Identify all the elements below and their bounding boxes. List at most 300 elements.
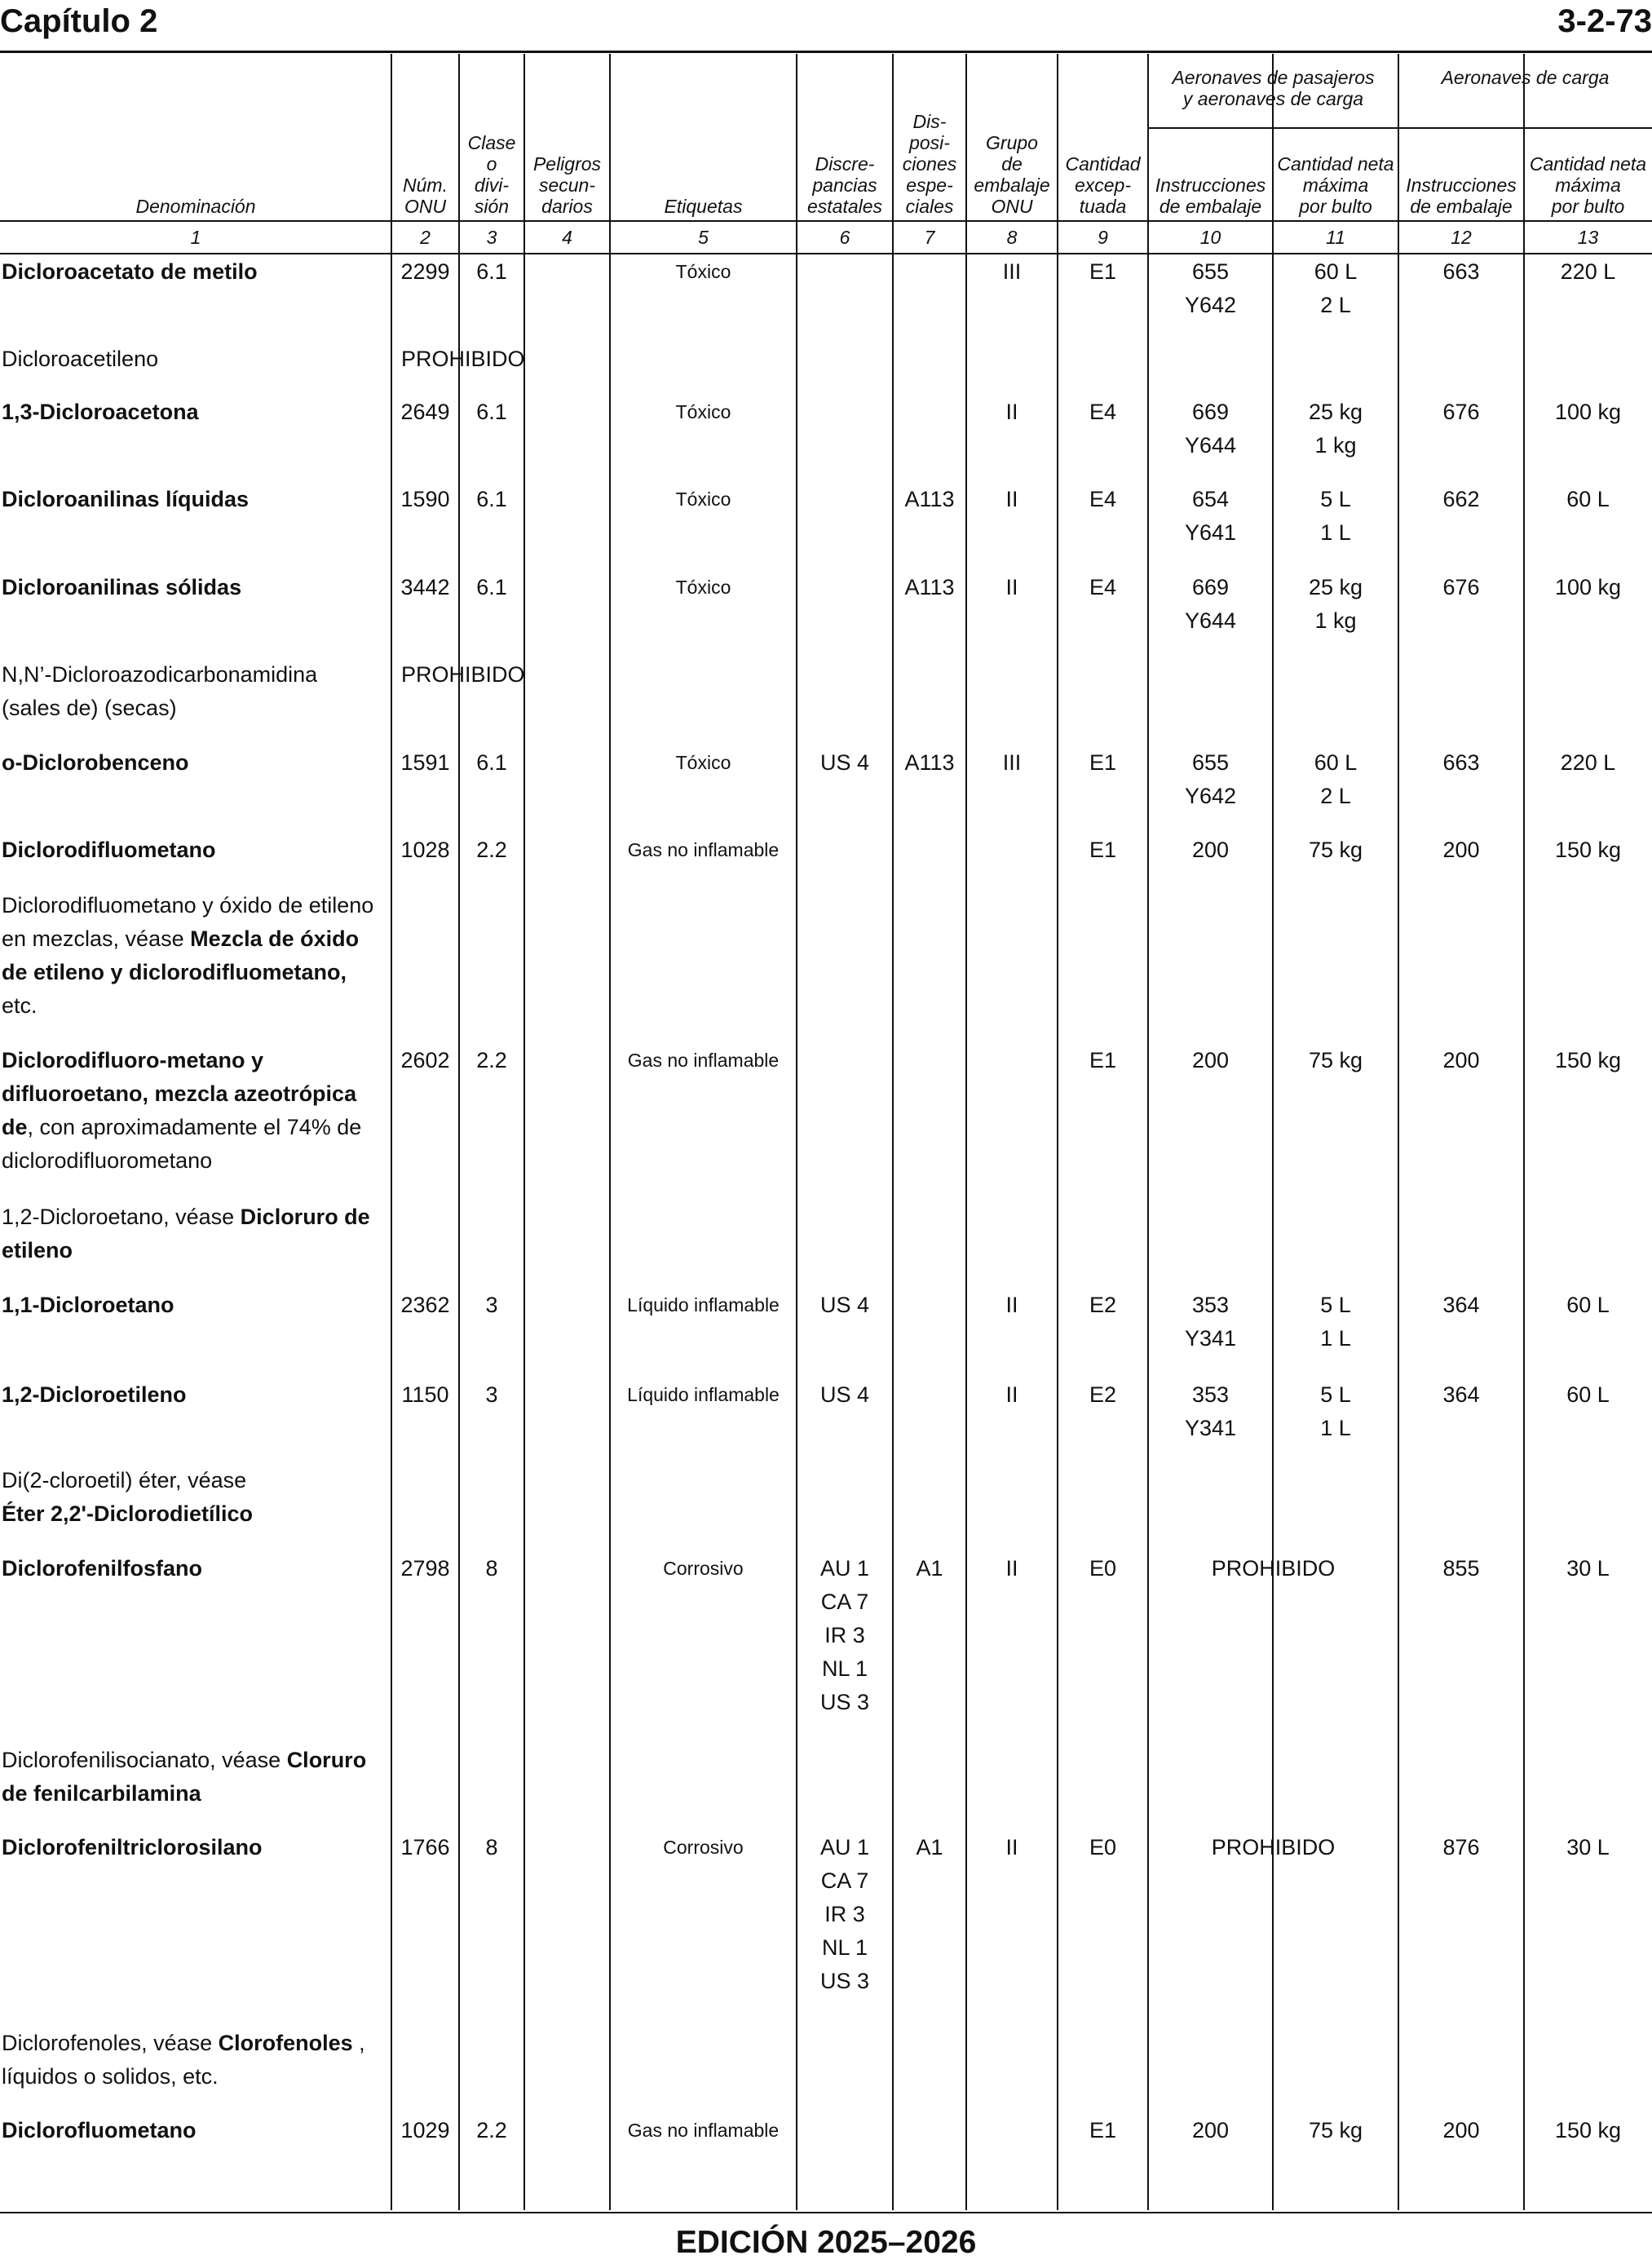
un-number: 1591 [400,750,450,775]
substance-name [2,1378,390,1412]
column-header-line: excep- [1074,175,1132,196]
cargo-packing-instruction: 663 [1442,259,1480,284]
pax-max-quantity-line: 5 L [1320,1293,1351,1317]
cargo-max-quantity: 150 kg [1554,838,1622,862]
pax-packing-instruction-line: 669 [1191,575,1230,599]
packing-group: III [1002,750,1022,775]
pax-packing-instruction-line: 200 [1191,2118,1230,2142]
column-header [893,111,966,217]
pax-max-quantity [1273,255,1398,322]
special-provisions: A1 [916,1835,943,1859]
column-header [1273,153,1398,217]
pax-max-quantity-line: 1 kg [1314,433,1357,458]
edition-footer: EDICIÓN 2025–2026 [675,2225,977,2260]
substance-name [2,255,390,289]
pax-packing-instruction [1148,746,1273,813]
column-header-line: Instrucciones [1155,175,1266,196]
pax-packing-instruction-line: 200 [1191,1048,1230,1072]
column-divider [1272,54,1274,2210]
column-number: 7 [924,227,935,248]
substance-name-text: etileno [2,1238,73,1262]
state-variations [797,1378,893,1412]
column-divider [965,54,967,2210]
column-header-line: Cantidad neta [1529,153,1647,175]
group-header-line: Aeronaves de pasajeros [1172,67,1375,88]
substance-name-line [2,1044,390,1077]
substance-name-line [2,1234,390,1267]
substance-name-text: Dicloroanilinas líquidas [2,487,250,511]
excepted-quantity: E1 [1089,2118,1117,2142]
page-number: 3-2-73 [1557,3,1652,39]
pax-max-quantity-line: 5 L [1320,487,1351,511]
packing-group: II [1005,1835,1018,1859]
column-number: 2 [420,227,431,248]
substance-name [2,889,390,1023]
column-header-line: de embalaje [1410,196,1513,217]
column-header-line: tuada [1079,196,1127,217]
hazard-class: 6.1 [476,400,507,424]
pax-max-quantity-line: 75 kg [1308,2118,1363,2142]
substance-name-text: N,N’-Dicloroazodicarbonamidina [2,662,318,687]
substance-name [2,658,390,725]
column-header [797,153,893,217]
substance-name [2,1831,390,1864]
header-rule [0,51,1652,53]
substance-name-text: de fenilcarbilamina [2,1781,201,1806]
pax-max-quantity [1273,396,1398,462]
un-number: 2798 [400,1556,450,1581]
column-header-line: Clase [467,132,516,153]
substance-name-text: Dicloroacetato de metilo [2,259,258,284]
column-header-line: Cantidad neta [1277,153,1394,175]
hazard-label: Gas no inflamable [627,2120,780,2141]
column-header-line: Dis- [912,111,947,132]
cargo-max-quantity: 150 kg [1554,1048,1622,1072]
substance-name-text: diclorodifluorometano [2,1148,213,1173]
pax-packing-instruction-line: Y642 [1184,293,1237,317]
pax-packing-instruction-line: Y641 [1184,520,1237,545]
pax-packing-instruction-line: 655 [1191,750,1230,775]
excepted-quantity: E1 [1089,1048,1117,1072]
cargo-packing-instruction: 200 [1442,1048,1480,1072]
substance-name [2,1552,390,1585]
column-header-line: Etiquetas [664,196,743,217]
substance-name-line [2,343,390,376]
state-variations [797,746,893,780]
substance-name-text: de [2,1115,28,1139]
column-header [391,175,459,217]
un-number: 1766 [400,1835,450,1859]
pax-packing-instruction-line: 654 [1191,487,1230,511]
cargo-packing-instruction: 663 [1442,750,1480,775]
substance-name-line [2,1464,390,1497]
substance-name-line [2,396,390,429]
substance-name-line [2,571,390,604]
substance-name-text: Clorofenoles [218,2031,353,2055]
pax-packing-instruction [1148,255,1273,322]
column-header-line: secun- [538,175,596,196]
excepted-quantity: E1 [1089,838,1117,862]
substance-name-line [2,2060,390,2094]
column-number: 6 [839,227,850,248]
excepted-quantity: E1 [1089,259,1117,284]
pax-max-quantity-line: 1 L [1320,520,1351,545]
substance-name-text: 1,2-Dicloroetano, véase [2,1205,241,1229]
column-header-line: ciones [902,153,957,175]
substance-name-text: Diclorofenilfosfano [2,1556,203,1581]
hazard-class: 2.2 [476,2118,507,2142]
packing-group: III [1002,259,1022,284]
special-provisions: A1 [916,1556,943,1581]
substance-name-text: Mezcla de óxido [190,926,360,951]
hazard-class: 6.1 [476,575,507,599]
hazard-label: Tóxico [675,752,731,773]
pax-max-quantity [1273,2114,1398,2147]
column-header-rule [0,220,1652,222]
pax-packing-instruction [1148,2114,1273,2147]
packing-group: II [1005,400,1018,424]
substance-name-text: Diclorodifluometano [2,838,216,862]
substance-name-line [2,1831,390,1864]
substance-name-line [2,1289,390,1322]
column-header [1524,153,1652,217]
state-variations-line: CA 7 [820,1868,869,1893]
pax-packing-instruction-line: Y644 [1184,608,1237,633]
pax-packing-instruction [1148,571,1273,638]
substance-name [2,571,390,604]
excepted-quantity: E0 [1089,1835,1117,1859]
substance-name-line [2,1077,390,1111]
pax-max-quantity [1273,1289,1398,1355]
substance-name-text: 1,2-Dicloroetileno [2,1382,187,1407]
un-number: 1028 [400,838,450,862]
cargo-packing-instruction: 662 [1442,487,1480,511]
special-provisions: A113 [904,487,955,511]
column-header-line: sión [474,196,510,217]
state-variations-line: US 3 [819,1690,870,1714]
un-number: 1029 [400,2118,450,2142]
pax-max-quantity-line: 2 L [1320,293,1351,317]
hazard-label: Tóxico [675,489,731,510]
group-header-rule [1148,127,1652,129]
column-header [610,196,797,217]
substance-name-text: Diclorofeniltriclorosilano [2,1835,263,1859]
cargo-packing-instruction: 876 [1442,1835,1480,1859]
pax-max-quantity-line: 2 L [1320,784,1351,808]
cargo-packing-instruction: 364 [1442,1293,1480,1317]
cargo-max-quantity: 220 L [1560,259,1616,284]
hazard-class: 6.1 [476,487,507,511]
hazard-class: 3 [485,1293,498,1317]
substance-name-text: de etileno y diclorodifluometano, [2,960,347,984]
column-number: 9 [1098,227,1108,248]
footer-rule [0,2212,1652,2213]
column-divider [523,54,525,2210]
column-header-line: Cantidad [1065,153,1141,175]
pax-max-quantity-line: 75 kg [1308,1048,1363,1072]
column-number: 8 [1006,227,1018,248]
state-variations [797,1289,893,1322]
column-header-line: espe- [906,175,953,196]
substance-name-text: etc. [2,993,38,1018]
cargo-max-quantity: 150 kg [1554,2118,1622,2142]
packing-group: II [1005,1293,1018,1317]
cargo-packing-instruction: 676 [1442,400,1480,424]
cargo-max-quantity: 100 kg [1554,575,1622,599]
hazard-class: 2.2 [476,1048,507,1072]
pax-prohibited: PROHIBIDO [1211,1835,1336,1859]
hazard-class: 8 [485,1835,498,1859]
substance-name-text: , [352,2031,365,2055]
state-variations [797,1552,893,1719]
pax-max-quantity-line: 1 L [1320,1416,1351,1440]
column-divider [1398,54,1399,2210]
column-number: 13 [1577,227,1599,248]
group-header-passenger [1148,67,1398,109]
pax-packing-instruction [1148,1378,1273,1445]
column-header-line: posi- [909,132,950,153]
substance-name-line [2,1552,390,1585]
packing-group: II [1005,1556,1018,1581]
column-divider [1523,54,1525,2210]
column-number: 12 [1451,227,1472,248]
pax-packing-instruction [1148,483,1273,550]
pax-max-quantity [1273,746,1398,813]
excepted-quantity: E0 [1089,1556,1117,1581]
column-header [1058,153,1148,217]
column-header-line: o [486,153,497,175]
substance-name-text: Diclorofluometano [2,2118,197,2142]
substance-name-line [2,658,390,692]
packing-group: II [1005,487,1018,511]
pax-max-quantity [1273,1044,1398,1077]
substance-name-text: Di(2-cloroetil) éter, véase [2,1468,247,1492]
column-number: 10 [1199,227,1221,248]
un-number: 1150 [401,1382,449,1407]
substance-name [2,1744,390,1811]
column-header-line: Núm. [403,175,448,196]
column-header-line: máxima [1302,175,1369,196]
pax-max-quantity-line: 1 L [1320,1326,1351,1351]
state-variations-line: US 4 [819,1293,870,1317]
pax-max-quantity [1273,1378,1398,1445]
un-number: 2602 [400,1048,450,1072]
cargo-packing-instruction: 200 [1442,838,1480,862]
cargo-max-quantity: 60 L [1566,487,1610,511]
substance-name-line [2,2027,390,2060]
substance-name [2,343,390,376]
substance-name-text: Diclorodifluometano y óxido de etileno [2,893,374,918]
substance-name-text: difluoroetano, mezcla azeotrópica [2,1081,357,1106]
cargo-max-quantity: 220 L [1560,750,1616,775]
pax-max-quantity-line: 60 L [1314,750,1358,775]
group-header-cargo: Aeronaves de carga [1441,67,1610,88]
substance-name [2,746,390,780]
column-header-line: máxima [1555,175,1621,196]
un-number: 2362 [400,1293,450,1317]
substance-name-line [2,956,390,989]
substance-name-line [2,255,390,289]
excepted-quantity: E2 [1089,1382,1117,1407]
substance-name-line [2,483,390,516]
state-variations-line: US 4 [819,750,870,775]
substance-name-line [2,1378,390,1412]
packing-group: II [1005,575,1018,599]
column-header [966,132,1058,217]
un-number: 2649 [400,400,450,424]
cargo-packing-instruction: 855 [1442,1556,1480,1581]
excepted-quantity: E4 [1089,575,1117,599]
substance-name-line [2,746,390,780]
column-header-line: estatales [806,196,883,217]
column-header [0,196,391,217]
pax-packing-instruction-line: 200 [1191,838,1230,862]
substance-name-text: 1,1-Dicloroetano [2,1293,174,1317]
substance-name [2,1464,390,1531]
column-number: 5 [698,227,709,248]
substance-name [2,483,390,516]
pax-max-quantity-line: 75 kg [1308,838,1363,862]
excepted-quantity: E2 [1089,1293,1117,1317]
hazard-class: 2.2 [476,838,507,862]
column-header [1148,175,1273,217]
pax-packing-instruction-line: Y341 [1184,1326,1237,1351]
column-header-line: Discre- [815,153,875,175]
substance-name-line [2,2114,390,2147]
column-header [1398,175,1524,217]
substance-name-line [2,1144,390,1178]
pax-packing-instruction-line: 353 [1191,1293,1230,1317]
column-divider [458,54,460,2210]
pax-prohibited: PROHIBIDO [1211,1556,1336,1581]
substance-name [2,1289,390,1322]
cargo-max-quantity: 100 kg [1554,400,1622,424]
state-variations-line: NL 1 [821,1935,868,1960]
substance-name-line [2,1777,390,1811]
pax-max-quantity-line: 25 kg [1308,400,1363,424]
substance-name [2,1201,390,1267]
substance-name-text: Diclorofenilisocianato, véase [2,1748,287,1772]
hazard-label: Corrosivo [663,1558,744,1579]
column-header-line: embalaje [974,175,1050,196]
column-number: 3 [486,227,497,248]
special-provisions: A113 [904,750,955,775]
substance-name [2,1044,390,1178]
pax-packing-instruction-line: 655 [1191,259,1230,284]
column-divider [1147,54,1149,2210]
hazard-class: 3 [485,1382,498,1407]
column-header-line: pancias [812,175,877,196]
hazard-label: Líquido inflamable [627,1294,780,1316]
state-variations-line: IR 3 [824,1623,865,1647]
column-divider [1057,54,1058,2210]
hazard-label: Gas no inflamable [627,839,780,860]
substance-name [2,834,390,867]
pax-packing-instruction [1148,1044,1273,1077]
cargo-max-quantity: 30 L [1566,1835,1610,1859]
substance-name-text: Cloruro [286,1748,367,1772]
pax-packing-instruction-line: 669 [1191,400,1230,424]
pax-max-quantity [1273,834,1398,867]
substance-name [2,2027,390,2094]
hazard-label: Corrosivo [663,1837,744,1858]
column-header-line: Grupo [986,132,1038,153]
substance-name-text: Dicloruro de [240,1205,370,1229]
substance-name-text: 1,3-Dicloroacetona [2,400,199,424]
cargo-max-quantity: 60 L [1566,1382,1610,1407]
substance-name [2,396,390,429]
column-number-rule [0,253,1652,254]
column-header-line: ONU [991,196,1033,217]
substance-name-line [2,692,390,725]
state-variations-line: US 3 [819,1969,870,1993]
substance-name-text: en mezclas, véase [2,926,191,951]
state-variations-line: CA 7 [820,1590,869,1614]
substance-name-text: (sales de) (secas) [2,696,177,720]
state-variations-line: NL 1 [821,1656,868,1681]
state-variations-line: AU 1 [819,1556,870,1581]
excepted-quantity: E1 [1089,750,1117,775]
state-variations [797,1831,893,1998]
column-number: 1 [190,227,201,248]
substance-name-text: Diclorodifluoro-metano y [2,1048,264,1072]
pax-packing-instruction [1148,396,1273,462]
pax-max-quantity-line: 1 kg [1314,608,1357,633]
hazard-class: 6.1 [476,259,507,284]
pax-max-quantity-line: 25 kg [1308,575,1363,599]
pax-packing-instruction [1148,1289,1273,1355]
hazard-label: Tóxico [675,401,731,422]
special-provisions: A113 [904,575,955,599]
group-header-line: y aeronaves de carga [1182,88,1364,109]
cargo-max-quantity: 60 L [1566,1293,1610,1317]
state-variations-line: AU 1 [819,1835,870,1859]
substance-name-line [2,989,390,1023]
un-number: 2299 [400,259,450,284]
substance-name-line [2,1497,390,1531]
pax-packing-instruction-line: Y644 [1184,433,1237,458]
packing-group: II [1005,1382,1018,1407]
column-header-line: Instrucciones [1406,175,1517,196]
column-header-line: ONU [404,196,447,217]
substance-name-line [2,922,390,956]
substance-name-line [2,889,390,922]
column-number: 11 [1326,227,1345,248]
cargo-packing-instruction: 364 [1442,1382,1480,1407]
hazard-class: 8 [485,1556,498,1581]
cargo-packing-instruction: 200 [1442,2118,1480,2142]
hazard-label: Tóxico [675,577,731,598]
column-header [524,153,610,217]
substance-name-text: Dicloroanilinas sólidas [2,575,242,599]
substance-name-line [2,1201,390,1234]
substance-name-line [2,1744,390,1777]
substance-name-line [2,834,390,867]
un-number: 1590 [400,487,450,511]
hazard-class: 6.1 [476,750,507,775]
state-variations-line: IR 3 [824,1902,865,1926]
pax-packing-instruction [1148,834,1273,867]
substance-name-text: líquidos o solidos, etc. [2,2064,219,2089]
pax-max-quantity [1273,571,1398,638]
prohibited-text: PROHIBIDO [401,347,525,371]
hazard-label: Tóxico [675,261,731,282]
state-variations-line: US 4 [819,1382,870,1407]
column-header-line: ciales [905,196,954,217]
pax-packing-instruction-line: Y341 [1184,1416,1237,1440]
column-header-line: por bulto [1299,196,1372,217]
hazard-label: Líquido inflamable [627,1384,780,1405]
